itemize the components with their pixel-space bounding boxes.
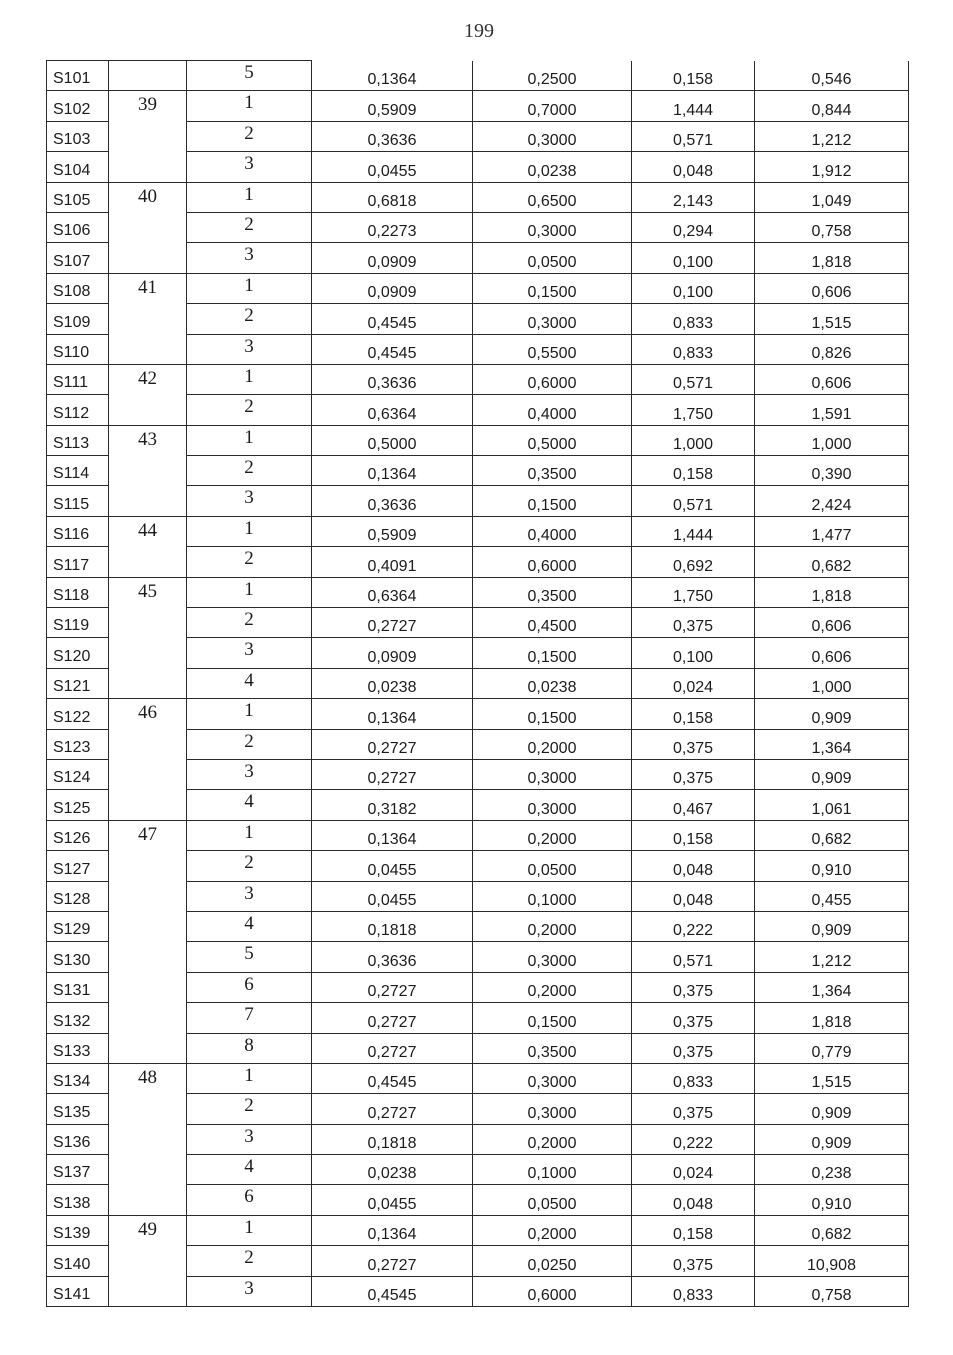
sub-number-cell: 1 — [187, 273, 312, 303]
value-cell-2: 0,0500 — [473, 1185, 632, 1215]
value-cell-2: 0,2500 — [473, 61, 632, 91]
value-cell-1: 0,1364 — [312, 1215, 473, 1245]
value-cell-2: 0,2000 — [473, 911, 632, 941]
group-number-cell: 42 — [109, 364, 187, 425]
value-cell-1: 0,2727 — [312, 608, 473, 638]
sample-id-cell: S109 — [47, 304, 109, 334]
sub-number-cell: 2 — [187, 456, 312, 486]
value-cell-3: 1,750 — [632, 577, 755, 607]
value-cell-1: 0,3636 — [312, 486, 473, 516]
value-cell-1: 0,1364 — [312, 61, 473, 91]
value-cell-2: 0,1500 — [473, 699, 632, 729]
value-cell-2: 0,1000 — [473, 881, 632, 911]
sample-id-cell: S126 — [47, 820, 109, 850]
value-cell-4: 1,000 — [755, 425, 909, 455]
value-cell-3: 0,833 — [632, 1063, 755, 1093]
value-cell-4: 1,912 — [755, 152, 909, 182]
value-cell-2: 0,1000 — [473, 1155, 632, 1185]
sub-number-cell: 1 — [187, 820, 312, 850]
value-cell-4: 1,818 — [755, 243, 909, 273]
value-cell-4: 1,364 — [755, 729, 909, 759]
sample-id-cell: S101 — [47, 61, 109, 91]
value-cell-2: 0,3500 — [473, 1033, 632, 1063]
sub-number-cell: 3 — [187, 152, 312, 182]
table-row — [47, 516, 909, 546]
table-row — [47, 61, 909, 91]
value-cell-1: 0,3636 — [312, 121, 473, 151]
value-cell-2: 0,3000 — [473, 759, 632, 789]
value-cell-1: 0,2727 — [312, 1246, 473, 1276]
value-cell-4: 0,606 — [755, 273, 909, 303]
sub-number-cell: 3 — [187, 334, 312, 364]
value-cell-4: 1,212 — [755, 121, 909, 151]
value-cell-3: 0,833 — [632, 334, 755, 364]
sample-id-cell: S141 — [47, 1276, 109, 1306]
value-cell-3: 0,048 — [632, 851, 755, 881]
sub-number-cell: 4 — [187, 1155, 312, 1185]
sub-number-cell: 2 — [187, 1094, 312, 1124]
sub-number-cell: 2 — [187, 395, 312, 425]
value-cell-1: 0,4091 — [312, 547, 473, 577]
sub-number-cell: 3 — [187, 1124, 312, 1154]
table-row — [47, 91, 909, 121]
value-cell-1: 0,2727 — [312, 1033, 473, 1063]
value-cell-2: 0,0238 — [473, 668, 632, 698]
value-cell-2: 0,3000 — [473, 1063, 632, 1093]
data-table — [46, 60, 909, 1307]
sub-number-cell: 8 — [187, 1033, 312, 1063]
value-cell-1: 0,2727 — [312, 759, 473, 789]
group-number-cell: 45 — [109, 577, 187, 699]
table-body — [47, 61, 909, 1307]
sub-number-cell: 3 — [187, 881, 312, 911]
sub-number-cell: 2 — [187, 304, 312, 334]
sub-number-cell: 7 — [187, 1003, 312, 1033]
value-cell-3: 0,158 — [632, 1215, 755, 1245]
sub-number-cell: 3 — [187, 243, 312, 273]
value-cell-4: 0,909 — [755, 1094, 909, 1124]
sub-number-cell: 5 — [187, 61, 312, 91]
value-cell-2: 0,3000 — [473, 304, 632, 334]
value-cell-2: 0,5500 — [473, 334, 632, 364]
sample-id-cell: S130 — [47, 942, 109, 972]
value-cell-4: 0,455 — [755, 881, 909, 911]
value-cell-1: 0,1364 — [312, 820, 473, 850]
value-cell-4: 0,844 — [755, 91, 909, 121]
value-cell-1: 0,2727 — [312, 1003, 473, 1033]
value-cell-1: 0,2727 — [312, 972, 473, 1002]
value-cell-3: 0,571 — [632, 486, 755, 516]
group-number-cell: 47 — [109, 820, 187, 1063]
value-cell-2: 0,5000 — [473, 425, 632, 455]
sample-id-cell: S139 — [47, 1215, 109, 1245]
value-cell-3: 0,158 — [632, 456, 755, 486]
sample-id-cell: S117 — [47, 547, 109, 577]
value-cell-1: 0,1364 — [312, 456, 473, 486]
value-cell-2: 0,2000 — [473, 1215, 632, 1245]
sample-id-cell: S136 — [47, 1124, 109, 1154]
value-cell-3: 0,375 — [632, 1033, 755, 1063]
sample-id-cell: S123 — [47, 729, 109, 759]
value-cell-3: 0,158 — [632, 61, 755, 91]
value-cell-1: 0,5909 — [312, 516, 473, 546]
value-cell-3: 0,375 — [632, 1094, 755, 1124]
value-cell-1: 0,1364 — [312, 699, 473, 729]
sample-id-cell: S116 — [47, 516, 109, 546]
sub-number-cell: 5 — [187, 942, 312, 972]
sample-id-cell: S133 — [47, 1033, 109, 1063]
sample-id-cell: S122 — [47, 699, 109, 729]
value-cell-1: 0,2727 — [312, 1094, 473, 1124]
sample-id-cell: S135 — [47, 1094, 109, 1124]
sub-number-cell: 6 — [187, 1185, 312, 1215]
value-cell-2: 0,4000 — [473, 395, 632, 425]
value-cell-3: 0,833 — [632, 1276, 755, 1306]
value-cell-2: 0,3000 — [473, 1094, 632, 1124]
value-cell-1: 0,2273 — [312, 212, 473, 242]
sub-number-cell: 2 — [187, 729, 312, 759]
value-cell-2: 0,7000 — [473, 91, 632, 121]
value-cell-3: 1,444 — [632, 91, 755, 121]
value-cell-2: 0,3000 — [473, 212, 632, 242]
group-number-cell: 43 — [109, 425, 187, 516]
value-cell-3: 0,294 — [632, 212, 755, 242]
sub-number-cell: 3 — [187, 1276, 312, 1306]
value-cell-3: 0,571 — [632, 942, 755, 972]
sample-id-cell: S102 — [47, 91, 109, 121]
value-cell-3: 0,048 — [632, 881, 755, 911]
group-number-cell: 41 — [109, 273, 187, 364]
value-cell-1: 0,0238 — [312, 1155, 473, 1185]
sample-id-cell: S124 — [47, 759, 109, 789]
value-cell-4: 0,682 — [755, 547, 909, 577]
value-cell-2: 0,0238 — [473, 152, 632, 182]
value-cell-2: 0,3500 — [473, 456, 632, 486]
sub-number-cell: 2 — [187, 1246, 312, 1276]
value-cell-4: 1,818 — [755, 577, 909, 607]
value-cell-3: 0,375 — [632, 729, 755, 759]
value-cell-4: 1,818 — [755, 1003, 909, 1033]
value-cell-2: 0,0250 — [473, 1246, 632, 1276]
value-cell-2: 0,3000 — [473, 942, 632, 972]
sub-number-cell: 2 — [187, 851, 312, 881]
table-row — [47, 425, 909, 455]
value-cell-1: 0,0909 — [312, 273, 473, 303]
value-cell-4: 0,909 — [755, 1124, 909, 1154]
sample-id-cell: S105 — [47, 182, 109, 212]
value-cell-2: 0,6000 — [473, 1276, 632, 1306]
value-cell-2: 0,2000 — [473, 729, 632, 759]
value-cell-3: 0,571 — [632, 121, 755, 151]
sample-id-cell: S108 — [47, 273, 109, 303]
sub-number-cell: 1 — [187, 182, 312, 212]
value-cell-2: 0,2000 — [473, 1124, 632, 1154]
group-number-cell: 46 — [109, 699, 187, 821]
table-row — [47, 364, 909, 394]
sample-id-cell: S119 — [47, 608, 109, 638]
value-cell-3: 0,375 — [632, 1003, 755, 1033]
value-cell-4: 1,515 — [755, 304, 909, 334]
value-cell-3: 0,158 — [632, 699, 755, 729]
value-cell-2: 0,6000 — [473, 547, 632, 577]
value-cell-2: 0,4000 — [473, 516, 632, 546]
value-cell-2: 0,6000 — [473, 364, 632, 394]
value-cell-4: 1,061 — [755, 790, 909, 820]
value-cell-1: 0,0909 — [312, 243, 473, 273]
sample-id-cell: S106 — [47, 212, 109, 242]
value-cell-2: 0,1500 — [473, 638, 632, 668]
value-cell-2: 0,3000 — [473, 790, 632, 820]
sub-number-cell: 6 — [187, 972, 312, 1002]
value-cell-4: 1,049 — [755, 182, 909, 212]
sub-number-cell: 2 — [187, 608, 312, 638]
sample-id-cell: S125 — [47, 790, 109, 820]
sample-id-cell: S107 — [47, 243, 109, 273]
value-cell-4: 2,424 — [755, 486, 909, 516]
table-row — [47, 1215, 909, 1245]
table-row — [47, 1063, 909, 1093]
sample-id-cell: S118 — [47, 577, 109, 607]
value-cell-4: 0,606 — [755, 364, 909, 394]
value-cell-3: 0,048 — [632, 152, 755, 182]
group-number-cell: 40 — [109, 182, 187, 273]
value-cell-2: 0,1500 — [473, 486, 632, 516]
value-cell-2: 0,4500 — [473, 608, 632, 638]
value-cell-3: 0,100 — [632, 243, 755, 273]
sample-id-cell: S121 — [47, 668, 109, 698]
value-cell-2: 0,0500 — [473, 243, 632, 273]
sample-id-cell: S112 — [47, 395, 109, 425]
value-cell-1: 0,0455 — [312, 851, 473, 881]
value-cell-2: 0,0500 — [473, 851, 632, 881]
value-cell-3: 0,100 — [632, 273, 755, 303]
value-cell-4: 1,515 — [755, 1063, 909, 1093]
sample-id-cell: S132 — [47, 1003, 109, 1033]
value-cell-4: 0,910 — [755, 851, 909, 881]
value-cell-1: 0,0455 — [312, 1185, 473, 1215]
group-number-cell — [109, 61, 187, 91]
value-cell-2: 0,1500 — [473, 1003, 632, 1033]
sample-id-cell: S120 — [47, 638, 109, 668]
sample-id-cell: S103 — [47, 121, 109, 151]
value-cell-2: 0,6500 — [473, 182, 632, 212]
value-cell-4: 0,606 — [755, 638, 909, 668]
value-cell-3: 1,444 — [632, 516, 755, 546]
sample-id-cell: S115 — [47, 486, 109, 516]
sample-id-cell: S129 — [47, 911, 109, 941]
value-cell-3: 0,024 — [632, 668, 755, 698]
value-cell-3: 0,024 — [632, 1155, 755, 1185]
value-cell-2: 0,2000 — [473, 972, 632, 1002]
sub-number-cell: 1 — [187, 425, 312, 455]
value-cell-4: 0,909 — [755, 759, 909, 789]
value-cell-1: 0,5000 — [312, 425, 473, 455]
value-cell-1: 0,1818 — [312, 911, 473, 941]
sample-id-cell: S131 — [47, 972, 109, 1002]
value-cell-4: 0,779 — [755, 1033, 909, 1063]
value-cell-4: 1,364 — [755, 972, 909, 1002]
value-cell-3: 0,375 — [632, 759, 755, 789]
value-cell-4: 0,909 — [755, 699, 909, 729]
value-cell-4: 0,826 — [755, 334, 909, 364]
value-cell-1: 0,3636 — [312, 364, 473, 394]
value-cell-3: 0,833 — [632, 304, 755, 334]
value-cell-1: 0,0455 — [312, 881, 473, 911]
value-cell-1: 0,4545 — [312, 1063, 473, 1093]
value-cell-1: 0,4545 — [312, 334, 473, 364]
value-cell-3: 0,222 — [632, 911, 755, 941]
value-cell-1: 0,1818 — [312, 1124, 473, 1154]
value-cell-4: 1,212 — [755, 942, 909, 972]
value-cell-1: 0,4545 — [312, 304, 473, 334]
value-cell-3: 0,375 — [632, 1246, 755, 1276]
value-cell-4: 1,477 — [755, 516, 909, 546]
sub-number-cell: 4 — [187, 911, 312, 941]
sample-id-cell: S111 — [47, 364, 109, 394]
table-row — [47, 820, 909, 850]
value-cell-2: 0,3500 — [473, 577, 632, 607]
sub-number-cell: 1 — [187, 516, 312, 546]
value-cell-1: 0,6364 — [312, 577, 473, 607]
sample-id-cell: S128 — [47, 881, 109, 911]
sub-number-cell: 4 — [187, 790, 312, 820]
value-cell-4: 0,546 — [755, 61, 909, 91]
value-cell-3: 0,467 — [632, 790, 755, 820]
sub-number-cell: 2 — [187, 212, 312, 242]
sub-number-cell: 1 — [187, 1063, 312, 1093]
value-cell-1: 0,6818 — [312, 182, 473, 212]
value-cell-2: 0,1500 — [473, 273, 632, 303]
value-cell-4: 1,000 — [755, 668, 909, 698]
sub-number-cell: 1 — [187, 364, 312, 394]
value-cell-2: 0,3000 — [473, 121, 632, 151]
value-cell-1: 0,0238 — [312, 668, 473, 698]
sub-number-cell: 3 — [187, 638, 312, 668]
value-cell-4: 10,908 — [755, 1246, 909, 1276]
sub-number-cell: 1 — [187, 91, 312, 121]
sub-number-cell: 1 — [187, 1215, 312, 1245]
table-row — [47, 182, 909, 212]
sub-number-cell: 2 — [187, 121, 312, 151]
group-number-cell: 39 — [109, 91, 187, 182]
value-cell-4: 0,238 — [755, 1155, 909, 1185]
value-cell-3: 0,158 — [632, 820, 755, 850]
value-cell-2: 0,2000 — [473, 820, 632, 850]
value-cell-4: 0,758 — [755, 212, 909, 242]
value-cell-4: 0,909 — [755, 911, 909, 941]
sub-number-cell: 3 — [187, 759, 312, 789]
sub-number-cell: 4 — [187, 668, 312, 698]
value-cell-1: 0,3636 — [312, 942, 473, 972]
value-cell-4: 1,591 — [755, 395, 909, 425]
value-cell-3: 0,375 — [632, 972, 755, 1002]
value-cell-3: 0,375 — [632, 608, 755, 638]
value-cell-3: 0,100 — [632, 638, 755, 668]
value-cell-1: 0,0455 — [312, 152, 473, 182]
table-row — [47, 699, 909, 729]
value-cell-4: 0,390 — [755, 456, 909, 486]
table-row — [47, 577, 909, 607]
sample-id-cell: S134 — [47, 1063, 109, 1093]
value-cell-3: 2,143 — [632, 182, 755, 212]
value-cell-3: 0,571 — [632, 364, 755, 394]
value-cell-1: 0,4545 — [312, 1276, 473, 1306]
table-row — [47, 273, 909, 303]
sub-number-cell: 1 — [187, 699, 312, 729]
value-cell-1: 0,5909 — [312, 91, 473, 121]
value-cell-3: 0,692 — [632, 547, 755, 577]
value-cell-1: 0,0909 — [312, 638, 473, 668]
value-cell-3: 0,048 — [632, 1185, 755, 1215]
group-number-cell: 48 — [109, 1063, 187, 1215]
sample-id-cell: S137 — [47, 1155, 109, 1185]
value-cell-3: 1,000 — [632, 425, 755, 455]
value-cell-1: 0,6364 — [312, 395, 473, 425]
sample-id-cell: S127 — [47, 851, 109, 881]
sample-id-cell: S104 — [47, 152, 109, 182]
page-number: 199 — [464, 20, 494, 42]
value-cell-1: 0,2727 — [312, 729, 473, 759]
value-cell-4: 0,758 — [755, 1276, 909, 1306]
sample-id-cell: S113 — [47, 425, 109, 455]
sample-id-cell: S110 — [47, 334, 109, 364]
value-cell-3: 1,750 — [632, 395, 755, 425]
sub-number-cell: 3 — [187, 486, 312, 516]
group-number-cell: 49 — [109, 1215, 187, 1306]
sample-id-cell: S138 — [47, 1185, 109, 1215]
sub-number-cell: 1 — [187, 577, 312, 607]
value-cell-3: 0,222 — [632, 1124, 755, 1154]
sample-id-cell: S114 — [47, 456, 109, 486]
group-number-cell: 44 — [109, 516, 187, 577]
value-cell-4: 0,910 — [755, 1185, 909, 1215]
sample-id-cell: S140 — [47, 1246, 109, 1276]
value-cell-4: 0,682 — [755, 820, 909, 850]
value-cell-1: 0,3182 — [312, 790, 473, 820]
sub-number-cell: 2 — [187, 547, 312, 577]
value-cell-4: 0,606 — [755, 608, 909, 638]
value-cell-4: 0,682 — [755, 1215, 909, 1245]
